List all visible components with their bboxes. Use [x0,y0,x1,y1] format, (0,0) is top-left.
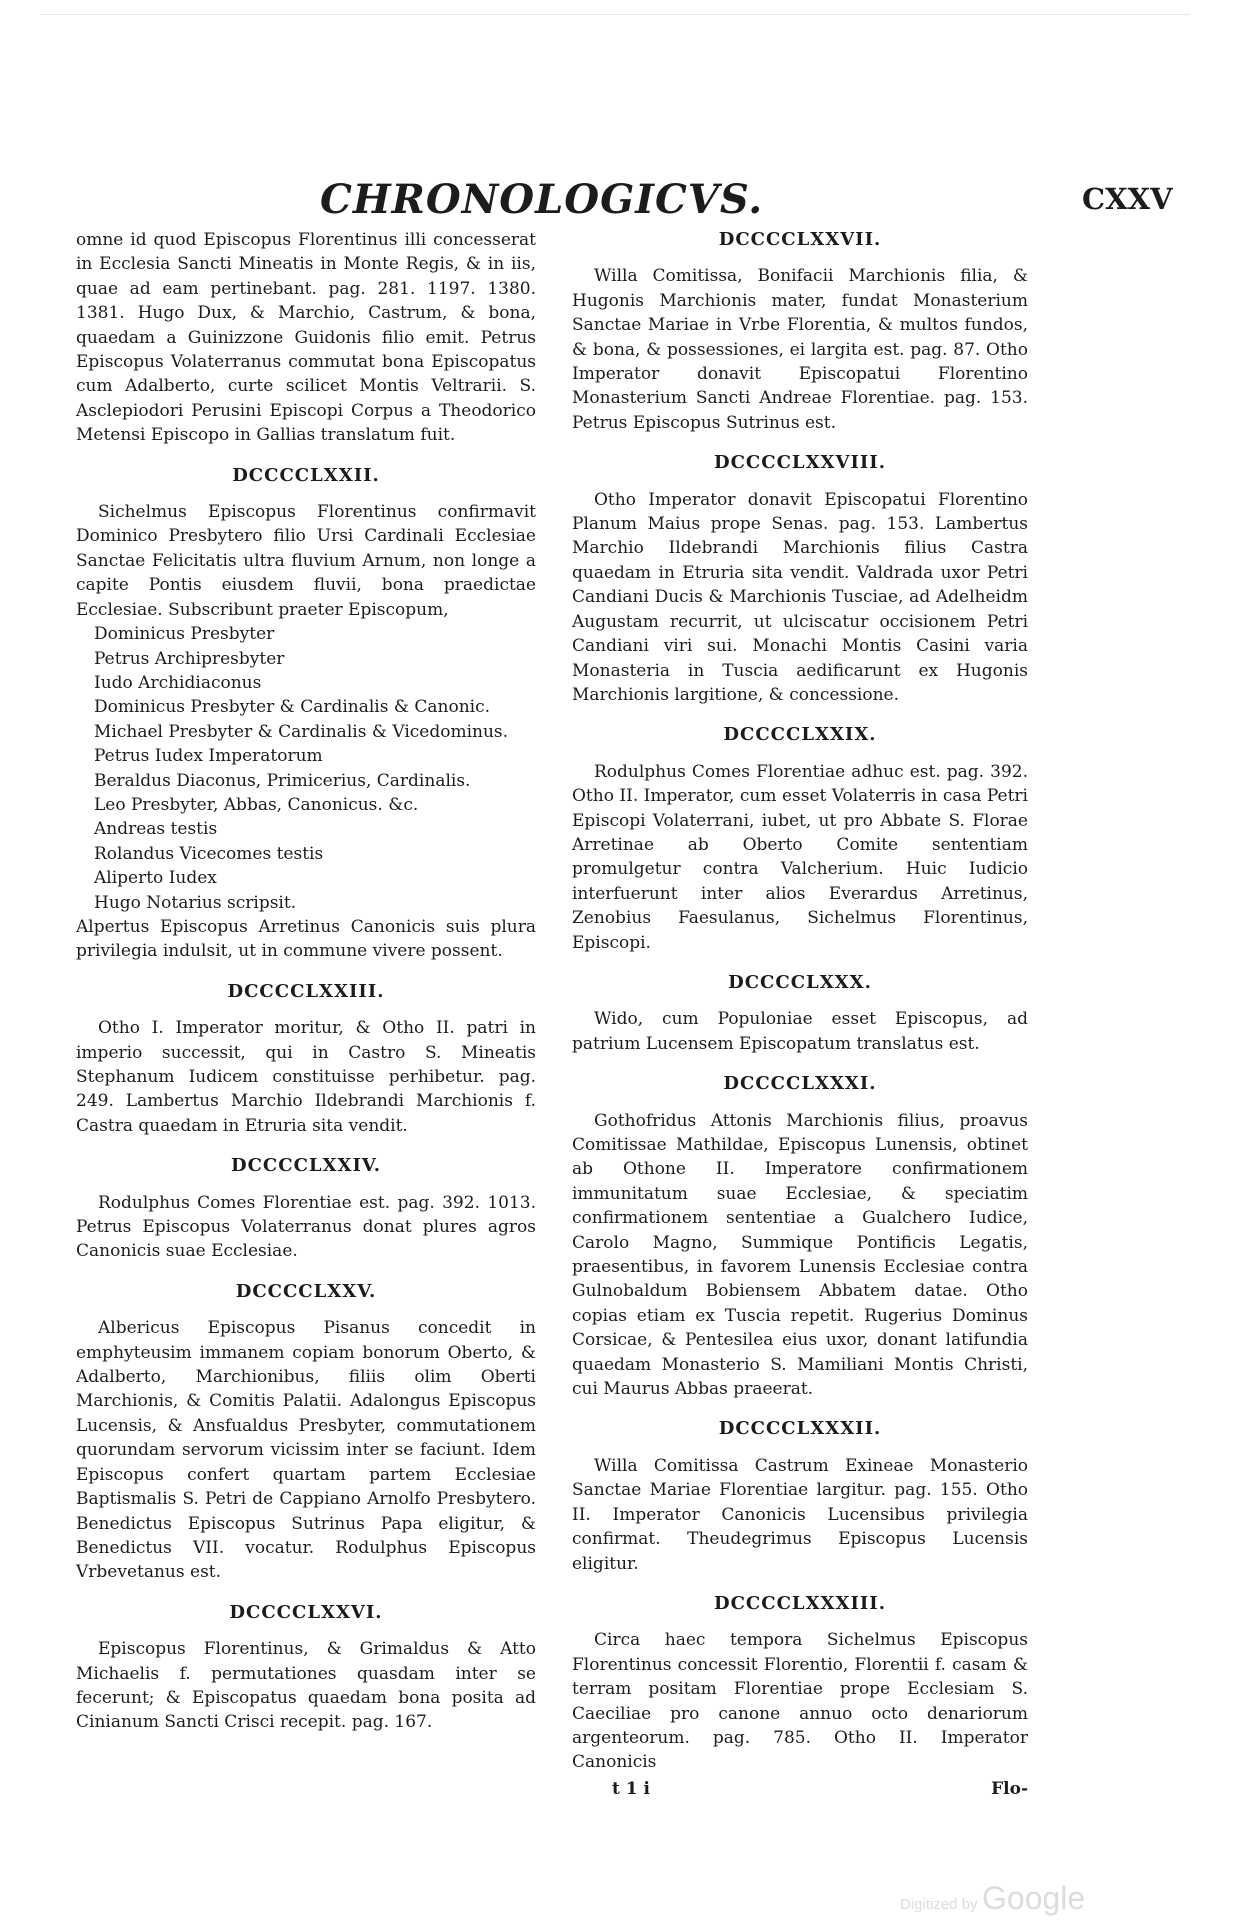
signatory-line: Hugo Notarius scripsit. [94,892,297,913]
year-heading: DCCCCLXXVII. [718,229,882,250]
paragraph: Willa Comitissa, Bonifacii Marchionis filia, & Hugonis Marchionis mater, fundat Monasterium Sanctae Mariae in Vrbe Florentia, & multos fundos, & bona, & possessiones, ei largita est. pag. 87. Otho Imperator donavit Episcopatui Florentino Monasterium Sancti Andreae Florentiae. pag. 153. Petrus Episcopus Sutrinus est. [572,266,1028,433]
signatory-line: Rolandus Vicecomes testis [94,843,324,864]
signatory-line: Leo Presbyter, Abbas, Canonicus. &c. [94,794,419,815]
signatory-list [76,622,536,915]
year-heading: DCCCCLXXVIII. [714,452,886,474]
page-footer [572,1777,1028,1801]
top-rule [40,14,1190,15]
year-heading: DCCCCLXXXI. [723,1073,877,1095]
page-number: CXXV [1082,182,1173,216]
paragraph: Albericus Episcopus Pisanus concedit in emphyteusim immanem copiam bonorum Oberto, & Adalberto, Marchionibus, filiis olim Oberti Marchionis, & Comitis Palatii. Adalongus Episcopus Lucensis, & Ansfualdus Presbyter, commutationem quorundam servorum vicissim inter se faciunt. Idem Episcopus confert quartam partem Ecclesiae Baptismalis S. Petri de Cappiano Arnolfo Presbytero. Benedictus Episcopus Sutrinus Papa eligitur, & Benedictus VII. vocatur. Rodulphus Episcopus Vrbevetanus est. [76,1318,536,1583]
paragraph: Episcopus Florentinus, & Grimaldus & Atto Michaelis f. permutationes quasdam inter se fecerunt; & Episcopatus quaedam bona posita ad Cinianum Sancti Crisci recepit. pag. 167. [76,1639,536,1733]
paragraph: Gothofridus Attonis Marchionis filius, proavus Comitissae Mathildae, Episcopus Lunensis, obtinet ab Othone II. Imperatore confirmationem immunitatum suae Ecclesiae, & speciatim confirmationem sententiae a Gualchero Iudice, Carolo Magno, Summique Pontificis Legatis, praesentibus, in favorem Lunensis Ecclesiae contra Gulnobaldum Bobiensem Abbatem datae. Otho copias etiam ex Tuscia repetit. Rugerius Dominus Corsicae, & Pentesilea eius uxor, donant latifundia quaedam Monasterio S. Mamiliani Montis Christi, cui Maurus Abbas praeerat. [572,1110,1028,1400]
paragraph: Rodulphus Comes Florentiae est. pag. 392. 1013. Petrus Episcopus Volaterranus donat plures agros Canonicis suae Ecclesiae. [76,1192,536,1262]
signature-mark: t 1 i [612,1778,650,1799]
signatory-line: Aliperto Iudex [94,868,217,889]
paragraph: Wido, cum Populoniae esset Episcopus, ad patrium Lucensem Episcopatum translatus est. [572,1009,1028,1054]
paragraph: Willa Comitissa Castrum Exineae Monasterio Sanctae Mariae Florentiae largitur. pag. 155. Otho II. Imperator Canonicis Lucensibus privilegia confirmat. Theudegrimus Episcopus Lucensis eligitur. [572,1455,1028,1574]
year-heading: DCCCCLXXX. [728,971,872,993]
paragraph: Circa haec tempora Sichelmus Episcopus Florentinus concessit Florentio, Florentii f. casam & terram positam Florentiae prope Ecclesiam S. Caeciliae pro canone annuo octo denariorum argenteorum. pag. 785. Otho II. Imperator Canonicis [572,1630,1028,1773]
year-heading: DCCCCLXXVI. [229,1601,383,1623]
signatory-line: Dominicus Presbyter [94,624,275,645]
paragraph: Otho I. Imperator moritur, & Otho II. patri in imperio successit, qui in Castro S. Mineatis Stephanum Iudicem constituisse perhibetur. pag. 249. Lambertus Marchio Ildebrandi Marchionis f. Castra quaedam in Etruria sita vendit. [76,1018,536,1136]
paragraph: omne id quod Episcopus Florentinus illi concesserat in Ecclesia Sancti Mineatis in Monte Regis, & in iis, quae ad eam pertinebant. pag. 281. 1197. 1380. 1381. Hugo Dux, & Marchio, Castrum, & bona, quaedam a Guinizzone Guidonis filio emit. Petrus Episcopus Volaterranus commutat bona Episcopatus cum Adalberto, curte scilicet Montis Veltrarii. S. Asclepiodori Perusini Episcopi Corpus a Theodorico Metensi Episcopo in Gallias translatum fuit. [76,230,536,446]
signatory-line: Beraldus Diaconus, Primicerius, Cardinalis. [94,770,471,791]
year-heading: DCCCCLXXIV. [230,1155,381,1177]
signatory-line: Petrus Archipresbyter [94,648,285,669]
year-heading: DCCCCLXXXII. [718,1418,882,1440]
digitized-watermark [900,1880,1085,1917]
paragraph: Sichelmus Episcopus Florentinus confirmavit Dominico Presbytero filio Ursi Cardinali Ecclesiae Sanctae Felicitatis ultra fluvium Arnum, non longe a capite Pontis eiusdem fluvii, bona praedictae Ecclesiae. Subscribunt praeter Episcopum, [76,502,536,620]
paragraph: Alpertus Episcopus Arretinus Canonicis suis plura privilegia indulsit, ut in commune vivere possent. [76,916,536,962]
year-heading: DCCCCLXXIII. [227,980,385,1002]
year-heading: DCCCCLXXV. [235,1280,377,1302]
signatory-line: Dominicus Presbyter & Cardinalis & Canonic. [94,697,491,718]
year-heading: DCCCCLXXIX. [723,724,877,746]
catchword: Flo- [991,1778,1028,1799]
signatory-line: Iudo Archidiaconus [94,672,262,693]
signatory-line: Andreas testis [94,819,218,840]
year-heading: DCCCCLXXXIII. [714,1592,886,1614]
watermark-prefix: Digitized by [900,1896,978,1913]
left-column [76,228,536,1735]
paragraph: Otho Imperator donavit Episcopatui Florentino Planum Maius prope Senas. pag. 153. Lambertus Marchio Ildebrandi Marchionis filius Castra quaedam in Etruria sita vendit. Valdrada uxor Petri Candiani Ducis & Marchionis Tusciae, ad Adelheidm Augustam recurrit, ut ulciscatur occisionem Petri Candiani viri sui. Monachi Montis Casini varia Monasteria in Tuscia aedificarunt ex Hugonis Marchionis largitione, & concessione. [572,489,1028,705]
paragraph: Rodulphus Comes Florentiae adhuc est. pag. 392. Otho II. Imperator, cum esset Volaterris in casa Petri Episcopi Volaterrani, iubet, ut pro Abbate S. Florae Arretinae ab Oberto Comite sententiam promulgetur contra Valcherium. Huic Iudicio interfuerunt inter alios Everardus Arretinus, Zenobius Faesulanus, Sichelmus Florentinus, Episcopi. [572,761,1028,953]
year-heading: DCCCCLXXII. [232,464,380,486]
right-column [572,228,1028,1801]
signatory-line: Michael Presbyter & Cardinalis & Vicedominus. [94,721,509,742]
running-head: CHRONOLOGICVS. [320,176,764,223]
google-logo: Google [982,1880,1086,1916]
signatory-line: Petrus Iudex Imperatorum [94,746,323,767]
